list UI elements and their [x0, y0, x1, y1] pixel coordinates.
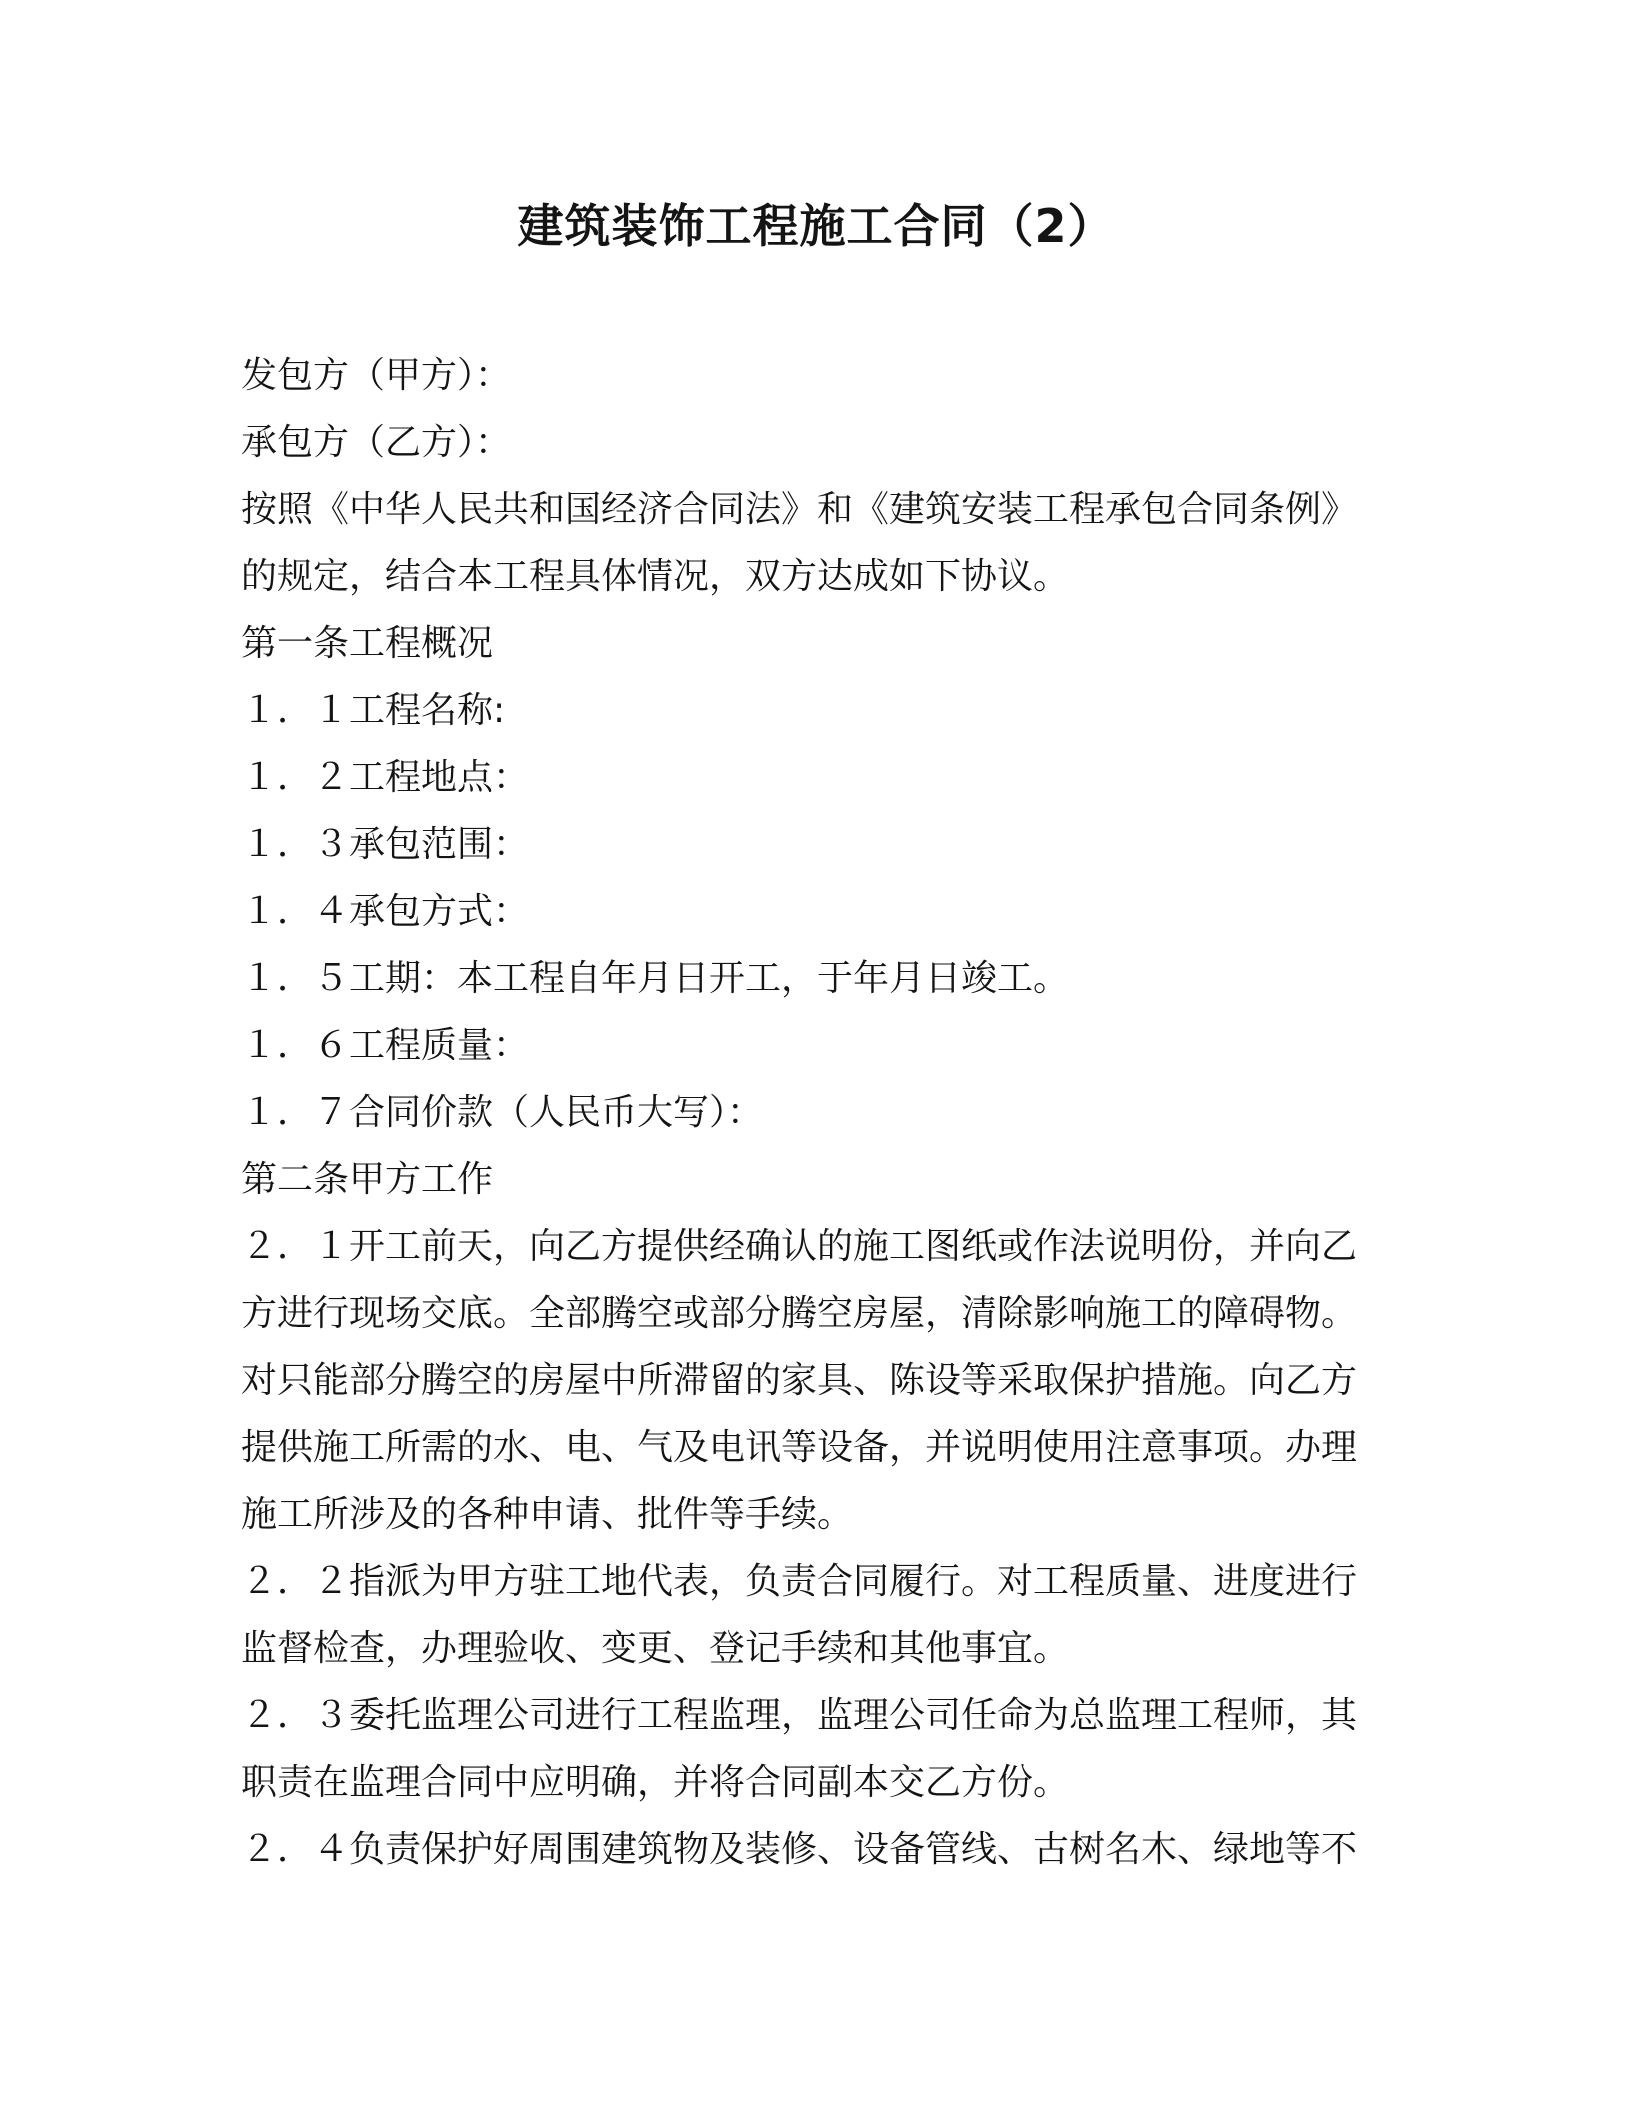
clause-line: 方进行现场交底。全部腾空或部分腾空房屋，清除影响施工的障碍物。	[241, 1293, 1358, 1334]
article-heading: 第一条工程概况	[241, 623, 494, 664]
clause-line: ２．１开工前天，向乙方提供经确认的施工图纸或作法说明份，并向乙	[241, 1226, 1358, 1267]
clause-line: 对只能部分腾空的房屋中所滞留的家具、陈设等采取保护措施。向乙方	[241, 1360, 1358, 1401]
document-body	[241, 342, 1401, 1883]
party-b-line: 承包方（乙方）：	[241, 422, 512, 463]
clause-line: 职责在监理合同中应明确，并将合同副本交乙方份。	[241, 1762, 1070, 1803]
article-heading: 第二条甲方工作	[241, 1159, 494, 1200]
clause-line: ２．４负责保护好周围建筑物及装修、设备管线、古树名木、绿地等不	[241, 1829, 1358, 1870]
clause-line: ２．２指派为甲方驻工地代表，负责合同履行。对工程质量、进度进行	[241, 1561, 1358, 1602]
document-title: 建筑装饰工程施工合同（2）	[517, 199, 1115, 253]
clause-line: 施工所涉及的各种申请、批件等手续。	[241, 1494, 854, 1535]
clause-line: １．３承包范围：	[241, 824, 530, 865]
clause-line: １．１工程名称:	[241, 690, 506, 731]
preamble-line: 的规定，结合本工程具体情况，双方达成如下协议。	[241, 556, 1070, 597]
clause-line: １．５工期：本工程自年月日开工，于年月日竣工。	[241, 958, 1070, 999]
preamble-line: 按照《中华人民共和国经济合同法》和《建筑安装工程承包合同条例》	[241, 489, 1358, 530]
clause-line: １．４承包方式：	[241, 891, 530, 932]
party-a-line: 发包方（甲方）：	[241, 355, 512, 396]
clause-line: 提供施工所需的水、电、气及电讯等设备，并说明使用注意事项。办理	[241, 1427, 1358, 1468]
clause-line: ２．３委托监理公司进行工程监理，监理公司任命为总监理工程师，其	[241, 1695, 1358, 1736]
clause-line: １．２工程地点：	[241, 757, 530, 798]
clause-line: １．７合同价款（人民币大写）：	[241, 1092, 764, 1133]
clause-line: １．６工程质量：	[241, 1025, 530, 1066]
clause-line: 监督检查，办理验收、变更、登记手续和其他事宜。	[241, 1628, 1070, 1669]
